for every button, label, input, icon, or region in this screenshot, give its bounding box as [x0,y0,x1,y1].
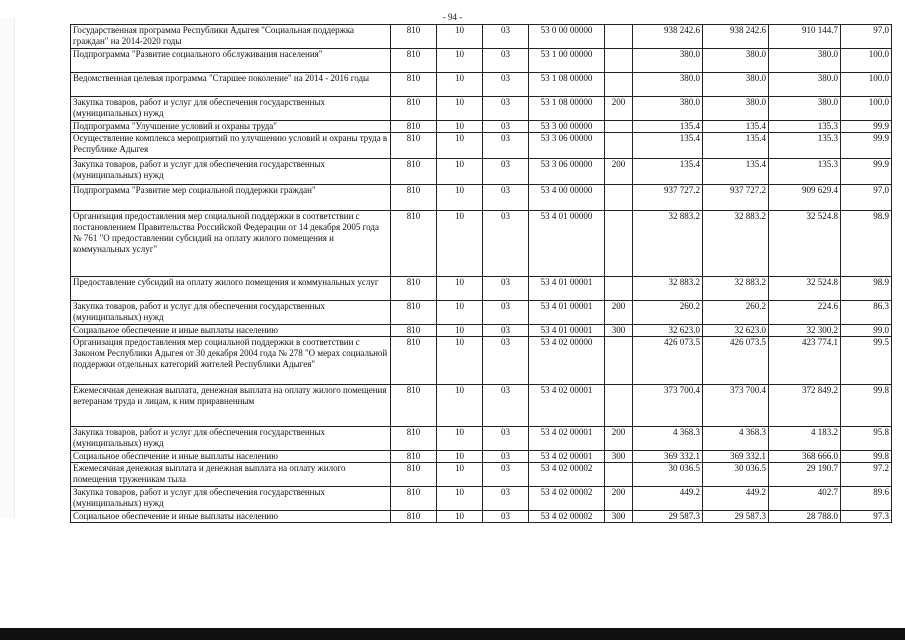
section-code: 10 [437,97,483,121]
ministry-code: 810 [391,133,437,159]
table-row [71,277,892,301]
executed-amount: 135.3 [769,133,841,159]
ministry-code: 810 [391,121,437,133]
row-name: Закупка товаров, работ и услуг для обеспечения государственных (муниципальных) нужд [71,301,391,325]
row-name: Закупка товаров, работ и услуг для обеспечения государственных (муниципальных) нужд [71,427,391,451]
subsection-code: 03 [483,337,529,385]
target-article-code: 53 3 06 00000 [529,133,605,159]
target-article-code: 53 4 02 00001 [529,385,605,427]
execution-percent: 95.8 [841,427,892,451]
execution-percent: 97.0 [841,185,892,211]
subsection-code: 03 [483,385,529,427]
approved-amount: 449.2 [633,487,703,511]
budget-amount: 380.0 [703,97,769,121]
section-code: 10 [437,325,483,337]
table-row [71,133,892,159]
expense-type-code: 300 [605,511,633,523]
table-row [71,25,892,49]
budget-amount: 380.0 [703,73,769,97]
table-row [71,427,892,451]
row-name: Социальное обеспечение и иные выплаты населению [71,511,391,523]
target-article-code: 53 3 00 00000 [529,121,605,133]
page-number: - 94 - [442,12,463,22]
row-name: Подпрограмма "Развитие социального обслуживания населения" [71,49,391,73]
target-article-code: 53 4 02 00002 [529,487,605,511]
executed-amount: 135.3 [769,159,841,185]
ministry-code: 810 [391,427,437,451]
expense-type-code [605,185,633,211]
row-name: Закупка товаров, работ и услуг для обеспечения государственных (муниципальных) нужд [71,159,391,185]
table-row [71,97,892,121]
budget-amount: 135.4 [703,159,769,185]
row-name: Организация предоставления мер социальной поддержки в соответствии с постановлением Правительства Российской Федерации от 14 декабря 2005 года № 761 "О предоставлении субсидий на оплату жилого помещения и коммунальных услуг" [71,211,391,277]
execution-percent: 100.0 [841,49,892,73]
section-code: 10 [437,185,483,211]
executed-amount: 380.0 [769,97,841,121]
subsection-code: 03 [483,427,529,451]
execution-percent: 99.9 [841,133,892,159]
execution-percent: 97.3 [841,511,892,523]
row-name: Ведомственная целевая программа "Старшее поколение" на 2014 - 2016 годы [71,73,391,97]
approved-amount: 135.4 [633,159,703,185]
executed-amount: 224.6 [769,301,841,325]
expense-type-code [605,133,633,159]
target-article-code: 53 0 00 00000 [529,25,605,49]
budget-amount: 380.0 [703,49,769,73]
ministry-code: 810 [391,511,437,523]
executed-amount: 909 629.4 [769,185,841,211]
budget-amount: 369 332.1 [703,451,769,463]
execution-percent: 98.9 [841,277,892,301]
budget-amount: 32 883.2 [703,211,769,277]
subsection-code: 03 [483,301,529,325]
target-article-code: 53 3 06 00000 [529,159,605,185]
budget-amount: 4 368.3 [703,427,769,451]
expense-type-code: 200 [605,159,633,185]
budget-amount: 32 883.2 [703,277,769,301]
budget-amount: 30 036.5 [703,463,769,487]
expense-type-code [605,211,633,277]
table-row [71,73,892,97]
execution-percent: 100.0 [841,97,892,121]
table-row [71,211,892,277]
approved-amount: 135.4 [633,133,703,159]
row-name: Закупка товаров, работ и услуг для обеспечения государственных (муниципальных) нужд [71,97,391,121]
approved-amount: 4 368.3 [633,427,703,451]
table-row [71,325,892,337]
binding-margin [0,18,15,518]
approved-amount: 135.4 [633,121,703,133]
execution-percent: 97.0 [841,25,892,49]
approved-amount: 32 883.2 [633,211,703,277]
expense-type-code: 200 [605,97,633,121]
subsection-code: 03 [483,211,529,277]
approved-amount: 373 700.4 [633,385,703,427]
section-code: 10 [437,211,483,277]
table-row [71,49,892,73]
section-code: 10 [437,121,483,133]
ministry-code: 810 [391,185,437,211]
execution-percent: 99.8 [841,451,892,463]
subsection-code: 03 [483,325,529,337]
budget-amount: 135.4 [703,121,769,133]
ministry-code: 810 [391,25,437,49]
target-article-code: 53 4 01 00000 [529,211,605,277]
executed-amount: 32 524.8 [769,211,841,277]
executed-amount: 380.0 [769,49,841,73]
expense-type-code: 300 [605,451,633,463]
subsection-code: 03 [483,133,529,159]
ministry-code: 810 [391,73,437,97]
section-code: 10 [437,487,483,511]
subsection-code: 03 [483,25,529,49]
execution-percent: 99.9 [841,121,892,133]
row-name: Государственная программа Республики Адыгея "Социальная поддержка граждан" на 2014-2020 годы [71,25,391,49]
budget-table [70,24,892,523]
section-code: 10 [437,511,483,523]
executed-amount: 32 524.8 [769,277,841,301]
executed-amount: 380.0 [769,73,841,97]
executed-amount: 4 183.2 [769,427,841,451]
subsection-code: 03 [483,159,529,185]
execution-percent: 100.0 [841,73,892,97]
execution-percent: 99.5 [841,337,892,385]
target-article-code: 53 4 02 00002 [529,511,605,523]
row-name: Подпрограмма "Улучшение условий и охраны труда" [71,121,391,133]
row-name: Социальное обеспечение и иные выплаты населению [71,451,391,463]
approved-amount: 29 587.3 [633,511,703,523]
table-row [71,121,892,133]
subsection-code: 03 [483,185,529,211]
table-row [71,185,892,211]
expense-type-code: 200 [605,487,633,511]
ministry-code: 810 [391,337,437,385]
section-code: 10 [437,49,483,73]
row-name: Ежемесячная денежная выплата и денежная выплата на оплату жилого помещения труженикам тыла [71,463,391,487]
subsection-code: 03 [483,97,529,121]
ministry-code: 810 [391,385,437,427]
section-code: 10 [437,25,483,49]
expense-type-code [605,49,633,73]
execution-percent: 99.9 [841,159,892,185]
table-row [71,487,892,511]
row-name: Закупка товаров, работ и услуг для обеспечения государственных (муниципальных) нужд [71,487,391,511]
subsection-code: 03 [483,277,529,301]
ministry-code: 810 [391,487,437,511]
row-name: Осуществление комплекса мероприятий по улучшению условий и охраны труда в Республике Адыгея [71,133,391,159]
ministry-code: 810 [391,463,437,487]
approved-amount: 32 883.2 [633,277,703,301]
section-code: 10 [437,337,483,385]
budget-amount: 937 727.2 [703,185,769,211]
budget-amount: 938 242.6 [703,25,769,49]
table-row [71,301,892,325]
row-name: Социальное обеспечение и иные выплаты населению [71,325,391,337]
budget-amount: 29 587.3 [703,511,769,523]
table-row [71,511,892,523]
subsection-code: 03 [483,451,529,463]
target-article-code: 53 4 01 00001 [529,325,605,337]
executed-amount: 32 300.2 [769,325,841,337]
budget-amount: 449.2 [703,487,769,511]
subsection-code: 03 [483,463,529,487]
ministry-code: 810 [391,451,437,463]
expense-type-code: 200 [605,427,633,451]
section-code: 10 [437,159,483,185]
target-article-code: 53 4 02 00000 [529,337,605,385]
ministry-code: 810 [391,211,437,277]
expense-type-code [605,25,633,49]
execution-percent: 99.0 [841,325,892,337]
subsection-code: 03 [483,121,529,133]
approved-amount: 30 036.5 [633,463,703,487]
section-code: 10 [437,277,483,301]
section-code: 10 [437,451,483,463]
subsection-code: 03 [483,511,529,523]
section-code: 10 [437,301,483,325]
subsection-code: 03 [483,49,529,73]
target-article-code: 53 1 00 00000 [529,49,605,73]
executed-amount: 368 666.0 [769,451,841,463]
execution-percent: 86.3 [841,301,892,325]
table-row [71,337,892,385]
row-name: Предоставление субсидий на оплату жилого помещения и коммунальных услуг [71,277,391,301]
target-article-code: 53 4 00 00000 [529,185,605,211]
execution-percent: 97.2 [841,463,892,487]
execution-percent: 98.9 [841,211,892,277]
table-row [71,385,892,427]
table-row [71,451,892,463]
subsection-code: 03 [483,487,529,511]
execution-percent: 89.6 [841,487,892,511]
approved-amount: 380.0 [633,49,703,73]
ministry-code: 810 [391,301,437,325]
target-article-code: 53 4 02 00001 [529,427,605,451]
approved-amount: 937 727.2 [633,185,703,211]
section-code: 10 [437,463,483,487]
target-article-code: 53 4 01 00001 [529,301,605,325]
target-article-code: 53 4 02 00001 [529,451,605,463]
expense-type-code [605,277,633,301]
execution-percent: 99.8 [841,385,892,427]
budget-amount: 260.2 [703,301,769,325]
expense-type-code: 200 [605,301,633,325]
expense-type-code: 300 [605,325,633,337]
row-name: Подпрограмма "Развитие мер социальной поддержки граждан" [71,185,391,211]
approved-amount: 426 073.5 [633,337,703,385]
ministry-code: 810 [391,97,437,121]
approved-amount: 369 332.1 [633,451,703,463]
subsection-code: 03 [483,73,529,97]
row-name: Ежемесячная денежная выплата, денежная выплата на оплату жилого помещения ветеранам труда и лицам, к ним приравненным [71,385,391,427]
section-code: 10 [437,427,483,451]
approved-amount: 260.2 [633,301,703,325]
ministry-code: 810 [391,49,437,73]
section-code: 10 [437,133,483,159]
approved-amount: 32 623.0 [633,325,703,337]
expense-type-code [605,463,633,487]
approved-amount: 938 242.6 [633,25,703,49]
approved-amount: 380.0 [633,73,703,97]
target-article-code: 53 4 02 00002 [529,463,605,487]
executed-amount: 372 849.2 [769,385,841,427]
table-row [71,159,892,185]
approved-amount: 380.0 [633,97,703,121]
ministry-code: 810 [391,277,437,301]
executed-amount: 28 788.0 [769,511,841,523]
executed-amount: 910 144.7 [769,25,841,49]
budget-amount: 373 700.4 [703,385,769,427]
target-article-code: 53 1 08 00000 [529,97,605,121]
executed-amount: 423 774.1 [769,337,841,385]
ministry-code: 810 [391,325,437,337]
section-code: 10 [437,385,483,427]
expense-type-code [605,121,633,133]
scan-bottom-edge [0,628,905,640]
executed-amount: 402.7 [769,487,841,511]
table-row [71,463,892,487]
ministry-code: 810 [391,159,437,185]
budget-amount: 426 073.5 [703,337,769,385]
expense-type-code [605,385,633,427]
budget-amount: 135.4 [703,133,769,159]
row-name: Организация предоставления мер социальной поддержки в соответствии с Законом Республики Адыгея от 30 декабря 2004 года № 278 "О мерах социальной поддержки отдельных категорий жителей Республики Адыгея" [71,337,391,385]
expense-type-code [605,337,633,385]
section-code: 10 [437,73,483,97]
executed-amount: 29 190.7 [769,463,841,487]
target-article-code: 53 1 08 00000 [529,73,605,97]
expense-type-code [605,73,633,97]
executed-amount: 135.3 [769,121,841,133]
budget-amount: 32 623.0 [703,325,769,337]
target-article-code: 53 4 01 00001 [529,277,605,301]
